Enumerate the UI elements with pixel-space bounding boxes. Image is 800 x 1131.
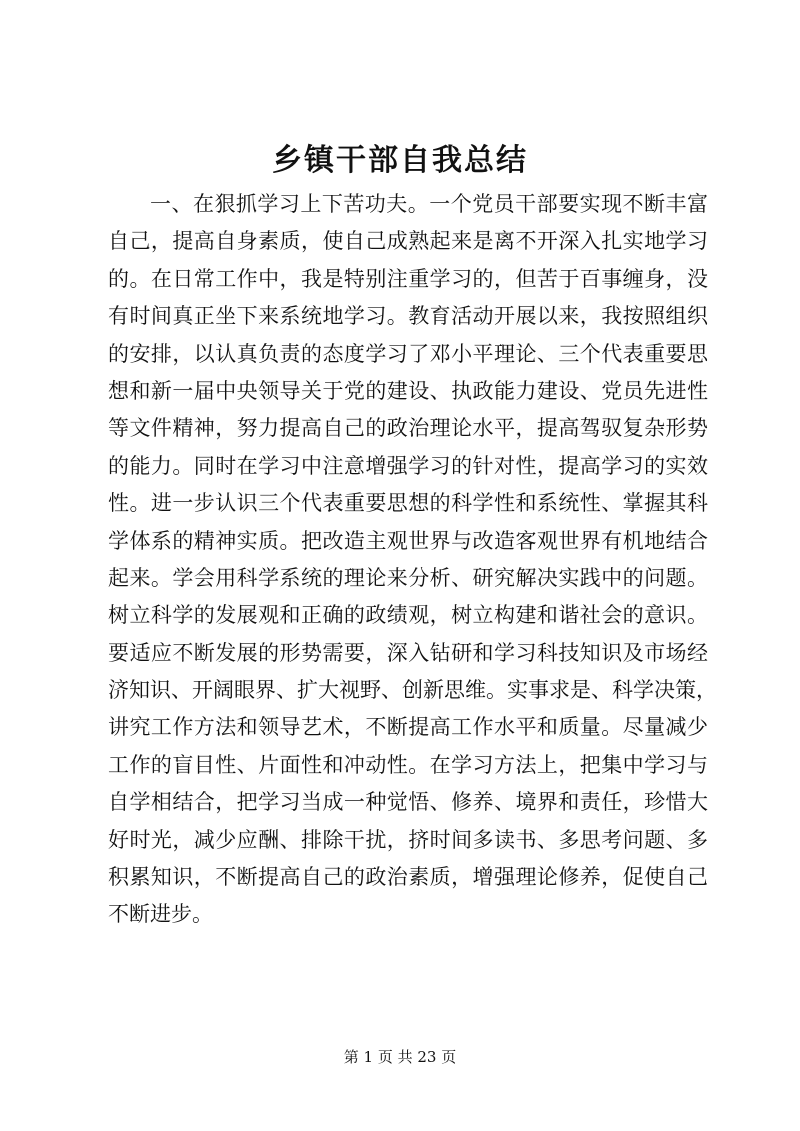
paragraph-line: 要适应不断发展的形势需要，深入钻研和学习科技知识及市场经 bbox=[108, 640, 708, 665]
paragraph-line: 起来。学会用科学系统的理论来分析、研究解决实践中的问题。 bbox=[108, 565, 708, 590]
paragraph-line: 学体系的精神实质。把改造主观世界与改造客观世界有机地结合 bbox=[108, 528, 708, 553]
paragraph-line: 讲究工作方法和领导艺术，不断提高工作水平和质量。尽量减少 bbox=[108, 715, 708, 740]
paragraph-line: 的能力。同时在学习中注意增强学习的针对性，提高学习的实效 bbox=[108, 453, 708, 478]
paragraph-line: 想和新一届中央领导关于党的建设、执政能力建设、党员先进性 bbox=[108, 378, 708, 403]
paragraph-line: 性。进一步认识三个代表重要思想的科学性和系统性、掌握其科 bbox=[108, 491, 708, 516]
paragraph-line: 树立科学的发展观和正确的政绩观，树立构建和谐社会的意识。 bbox=[108, 603, 708, 628]
page-number-footer: 第 1 页 共 23 页 bbox=[343, 1048, 457, 1066]
paragraph-line: 好时光，减少应酬、排除干扰，挤时间多读书、多思考问题、多 bbox=[108, 827, 708, 852]
paragraph-line: 不断进步。 bbox=[108, 902, 213, 927]
paragraph-line: 的安排，以认真负责的态度学习了邓小平理论、三个代表重要思 bbox=[108, 341, 708, 366]
paragraph-line: 有时间真正坐下来系统地学习。教育活动开展以来，我按照组织 bbox=[108, 304, 708, 329]
paragraph-line: 等文件精神，努力提高自己的政治理论水平，提高驾驭复杂形势 bbox=[108, 416, 708, 441]
paragraph-line: 济知识、开阔眼界、扩大视野、创新思维。实事求是、科学决策， bbox=[108, 678, 717, 703]
paragraph-line: 一、在狠抓学习上下苦功夫。一个党员干部要实现不断丰富 bbox=[150, 192, 708, 216]
paragraph-line: 工作的盲目性、片面性和冲动性。在学习方法上，把集中学习与 bbox=[108, 752, 708, 777]
document-title: 乡镇干部自我总结 bbox=[272, 143, 528, 178]
paragraph-line: 自己，提高自身素质，使自己成熟起来是离不开深入扎实地学习 bbox=[108, 229, 708, 254]
paragraph-line: 积累知识，不断提高自己的政治素质，增强理论修养，促使自己 bbox=[108, 865, 708, 890]
paragraph-line: 自学相结合，把学习当成一种觉悟、修养、境界和责任，珍惜大 bbox=[108, 790, 708, 815]
paragraph-line: 的。在日常工作中，我是特别注重学习的，但苦于百事缠身，没 bbox=[108, 266, 708, 291]
body-paragraph bbox=[108, 186, 717, 934]
